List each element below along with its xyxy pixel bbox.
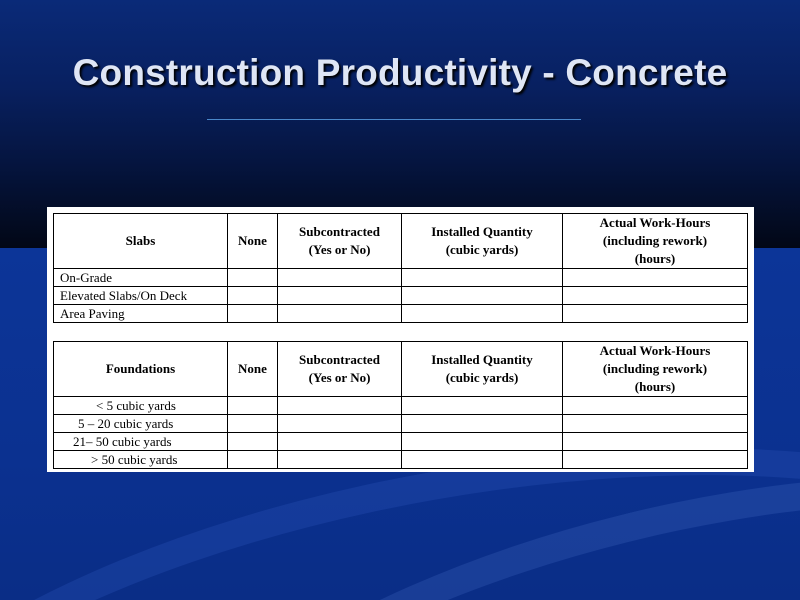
table-row <box>54 305 748 323</box>
header-text: (cubic yards) <box>445 242 519 257</box>
cell-none <box>228 269 278 287</box>
cell-work-hours <box>563 397 748 415</box>
cell-installed-quantity <box>402 397 563 415</box>
header-work-hours <box>563 342 748 397</box>
cell-work-hours <box>563 287 748 305</box>
cell-subcontracted <box>278 269 402 287</box>
slide-title: Construction Productivity - Concrete <box>72 52 728 93</box>
cell-none <box>228 433 278 451</box>
table-row <box>54 269 748 287</box>
cell-work-hours <box>563 305 748 323</box>
table-row <box>54 415 748 433</box>
header-category: Foundations <box>54 342 228 397</box>
row-label: 21– 50 cubic yards <box>54 433 228 451</box>
header-installed-quantity <box>402 214 563 269</box>
cell-none <box>228 451 278 469</box>
table-header-row <box>54 214 748 269</box>
row-label: On-Grade <box>54 269 228 287</box>
title-underline <box>207 119 581 120</box>
header-subcontracted <box>278 342 402 397</box>
cell-work-hours <box>563 433 748 451</box>
cell-subcontracted <box>278 305 402 323</box>
cell-installed-quantity <box>402 433 563 451</box>
header-installed-quantity <box>402 342 563 397</box>
cell-subcontracted <box>278 397 402 415</box>
row-label: Elevated Slabs/On Deck <box>54 287 228 305</box>
cell-subcontracted <box>278 415 402 433</box>
header-none: None <box>228 342 278 397</box>
row-label: > 50 cubic yards <box>54 451 228 469</box>
document-panel <box>47 207 754 472</box>
cell-subcontracted <box>278 287 402 305</box>
header-text: Subcontracted <box>299 224 380 239</box>
header-subcontracted <box>278 214 402 269</box>
row-label: < 5 cubic yards <box>54 397 228 415</box>
cell-installed-quantity <box>402 287 563 305</box>
header-text: (including rework) <box>602 233 708 248</box>
table-row <box>54 433 748 451</box>
foundations-table <box>53 341 748 469</box>
header-text: Installed Quantity <box>431 352 533 367</box>
cell-none <box>228 397 278 415</box>
cell-none <box>228 415 278 433</box>
cell-none <box>228 305 278 323</box>
table-row <box>54 287 748 305</box>
row-label: 5 – 20 cubic yards <box>54 415 228 433</box>
header-category: Slabs <box>54 214 228 269</box>
cell-none <box>228 287 278 305</box>
header-text: (Yes or No) <box>308 242 371 257</box>
header-text: Installed Quantity <box>431 224 533 239</box>
cell-work-hours <box>563 269 748 287</box>
header-text: (cubic yards) <box>445 370 519 385</box>
header-text: Actual Work-Hours <box>599 343 711 358</box>
cell-installed-quantity <box>402 269 563 287</box>
header-text: (hours) <box>634 379 676 394</box>
header-text: (Yes or No) <box>308 370 371 385</box>
header-text: Subcontracted <box>299 352 380 367</box>
cell-subcontracted <box>278 433 402 451</box>
header-work-hours <box>563 214 748 269</box>
cell-installed-quantity <box>402 451 563 469</box>
cell-work-hours <box>563 451 748 469</box>
header-text: Actual Work-Hours <box>599 215 711 230</box>
header-text: (including rework) <box>602 361 708 376</box>
row-label: Area Paving <box>54 305 228 323</box>
slabs-table <box>53 213 748 323</box>
cell-work-hours <box>563 415 748 433</box>
cell-installed-quantity <box>402 305 563 323</box>
header-none: None <box>228 214 278 269</box>
table-header-row <box>54 342 748 397</box>
header-text: (hours) <box>634 251 676 266</box>
table-row <box>54 451 748 469</box>
table-row <box>54 397 748 415</box>
cell-subcontracted <box>278 451 402 469</box>
cell-installed-quantity <box>402 415 563 433</box>
